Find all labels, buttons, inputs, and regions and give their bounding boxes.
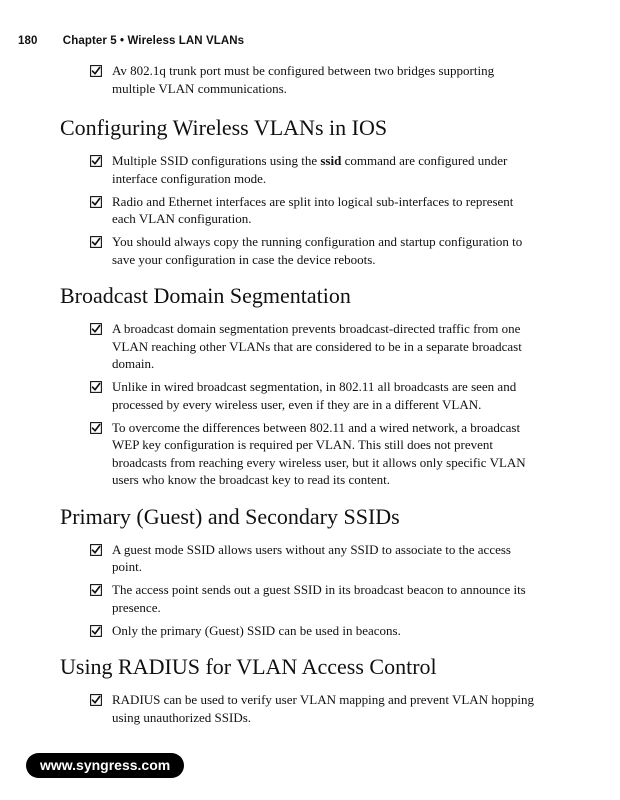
bullet-item xyxy=(112,541,540,576)
bullet-item xyxy=(112,193,540,228)
section-bullets xyxy=(0,541,620,640)
checkbox-icon xyxy=(90,422,102,434)
checkbox-icon xyxy=(90,544,102,556)
bullet-item xyxy=(112,691,540,726)
bullet-item xyxy=(112,622,540,640)
bullet-text: RADIUS can be used to verify user VLAN mapping and prevent VLAN hopping using unauthorized SSIDs. xyxy=(112,692,534,725)
website-url: www.syngress.com xyxy=(40,757,171,773)
bullet-text: Unlike in wired broadcast segmentation, in 802.11 all broadcasts are seen and processed by every wireless user, even if they are in a different VLAN. xyxy=(112,379,517,412)
page-content xyxy=(0,62,620,726)
checkbox-icon xyxy=(90,323,102,335)
bullet-text-part: command are configured under interface configuration mode. xyxy=(112,153,508,186)
intro-bullets xyxy=(0,62,620,97)
bullet-item xyxy=(112,152,540,187)
bullet-item xyxy=(112,378,540,413)
running-head xyxy=(18,35,244,47)
checkbox-icon xyxy=(90,584,102,596)
bullet-item xyxy=(112,419,540,489)
bullet-text: You should always copy the running configuration and startup configuration to save your configuration in case the device reboots. xyxy=(112,234,523,267)
checkbox-icon xyxy=(90,196,102,208)
website-badge xyxy=(26,753,184,778)
bullet-text: Only the primary (Guest) SSID can be used in beacons. xyxy=(112,622,401,638)
section-title: Broadcast Domain Segmentation xyxy=(60,283,351,308)
checkbox-icon xyxy=(90,65,102,77)
checkbox-icon xyxy=(90,625,102,637)
bullet-text xyxy=(112,153,507,186)
bullet-text: A broadcast domain segmentation prevents broadcast-directed traffic from one VLAN reaching other VLANs that are considered to be in a separate broadcast domain. xyxy=(112,321,522,371)
bullet-text: The access point sends out a guest SSID in its broadcast beacon to announce its presence. xyxy=(112,582,526,615)
bullet-text: A guest mode SSID allows users without any SSID to associate to the access point. xyxy=(112,541,511,574)
bullet-text: Radio and Ethernet interfaces are split into logical sub-interfaces to represent each VLAN configuration. xyxy=(112,193,514,226)
bullet-text-part: Multiple SSID configurations using the xyxy=(112,153,321,168)
command-keyword: ssid xyxy=(320,153,342,168)
chapter-title: Chapter 5 • Wireless LAN VLANs xyxy=(62,35,245,47)
page-number: 180 xyxy=(18,35,38,47)
bullet-item xyxy=(112,581,540,616)
section-bullets xyxy=(0,152,620,268)
bullet-item xyxy=(112,320,540,373)
bullet-item xyxy=(112,233,540,268)
bullet-text: Av 802.1q trunk port must be configured between two bridges supporting multiple VLAN communications. xyxy=(112,63,495,96)
checkbox-icon xyxy=(90,694,102,706)
checkbox-icon xyxy=(90,155,102,167)
section-title: Primary (Guest) and Secondary SSIDs xyxy=(60,503,400,529)
checkbox-icon xyxy=(90,236,102,248)
checkbox-icon xyxy=(90,381,102,393)
bullet-text: To overcome the differences between 802.11 and a wired network, a broadcast WEP key configuration is required per VLAN. This still does not prevent broadcasts from reaching every wireless user, but it allows only specific VLAN users who know the broadcast key to read its content. xyxy=(112,419,526,487)
section-bullets xyxy=(0,320,620,489)
section-title: Using RADIUS for VLAN Access Control xyxy=(60,654,437,679)
section-bullets xyxy=(0,691,620,726)
bullet-item xyxy=(112,62,540,97)
section-title: Configuring Wireless VLANs in IOS xyxy=(60,115,388,140)
